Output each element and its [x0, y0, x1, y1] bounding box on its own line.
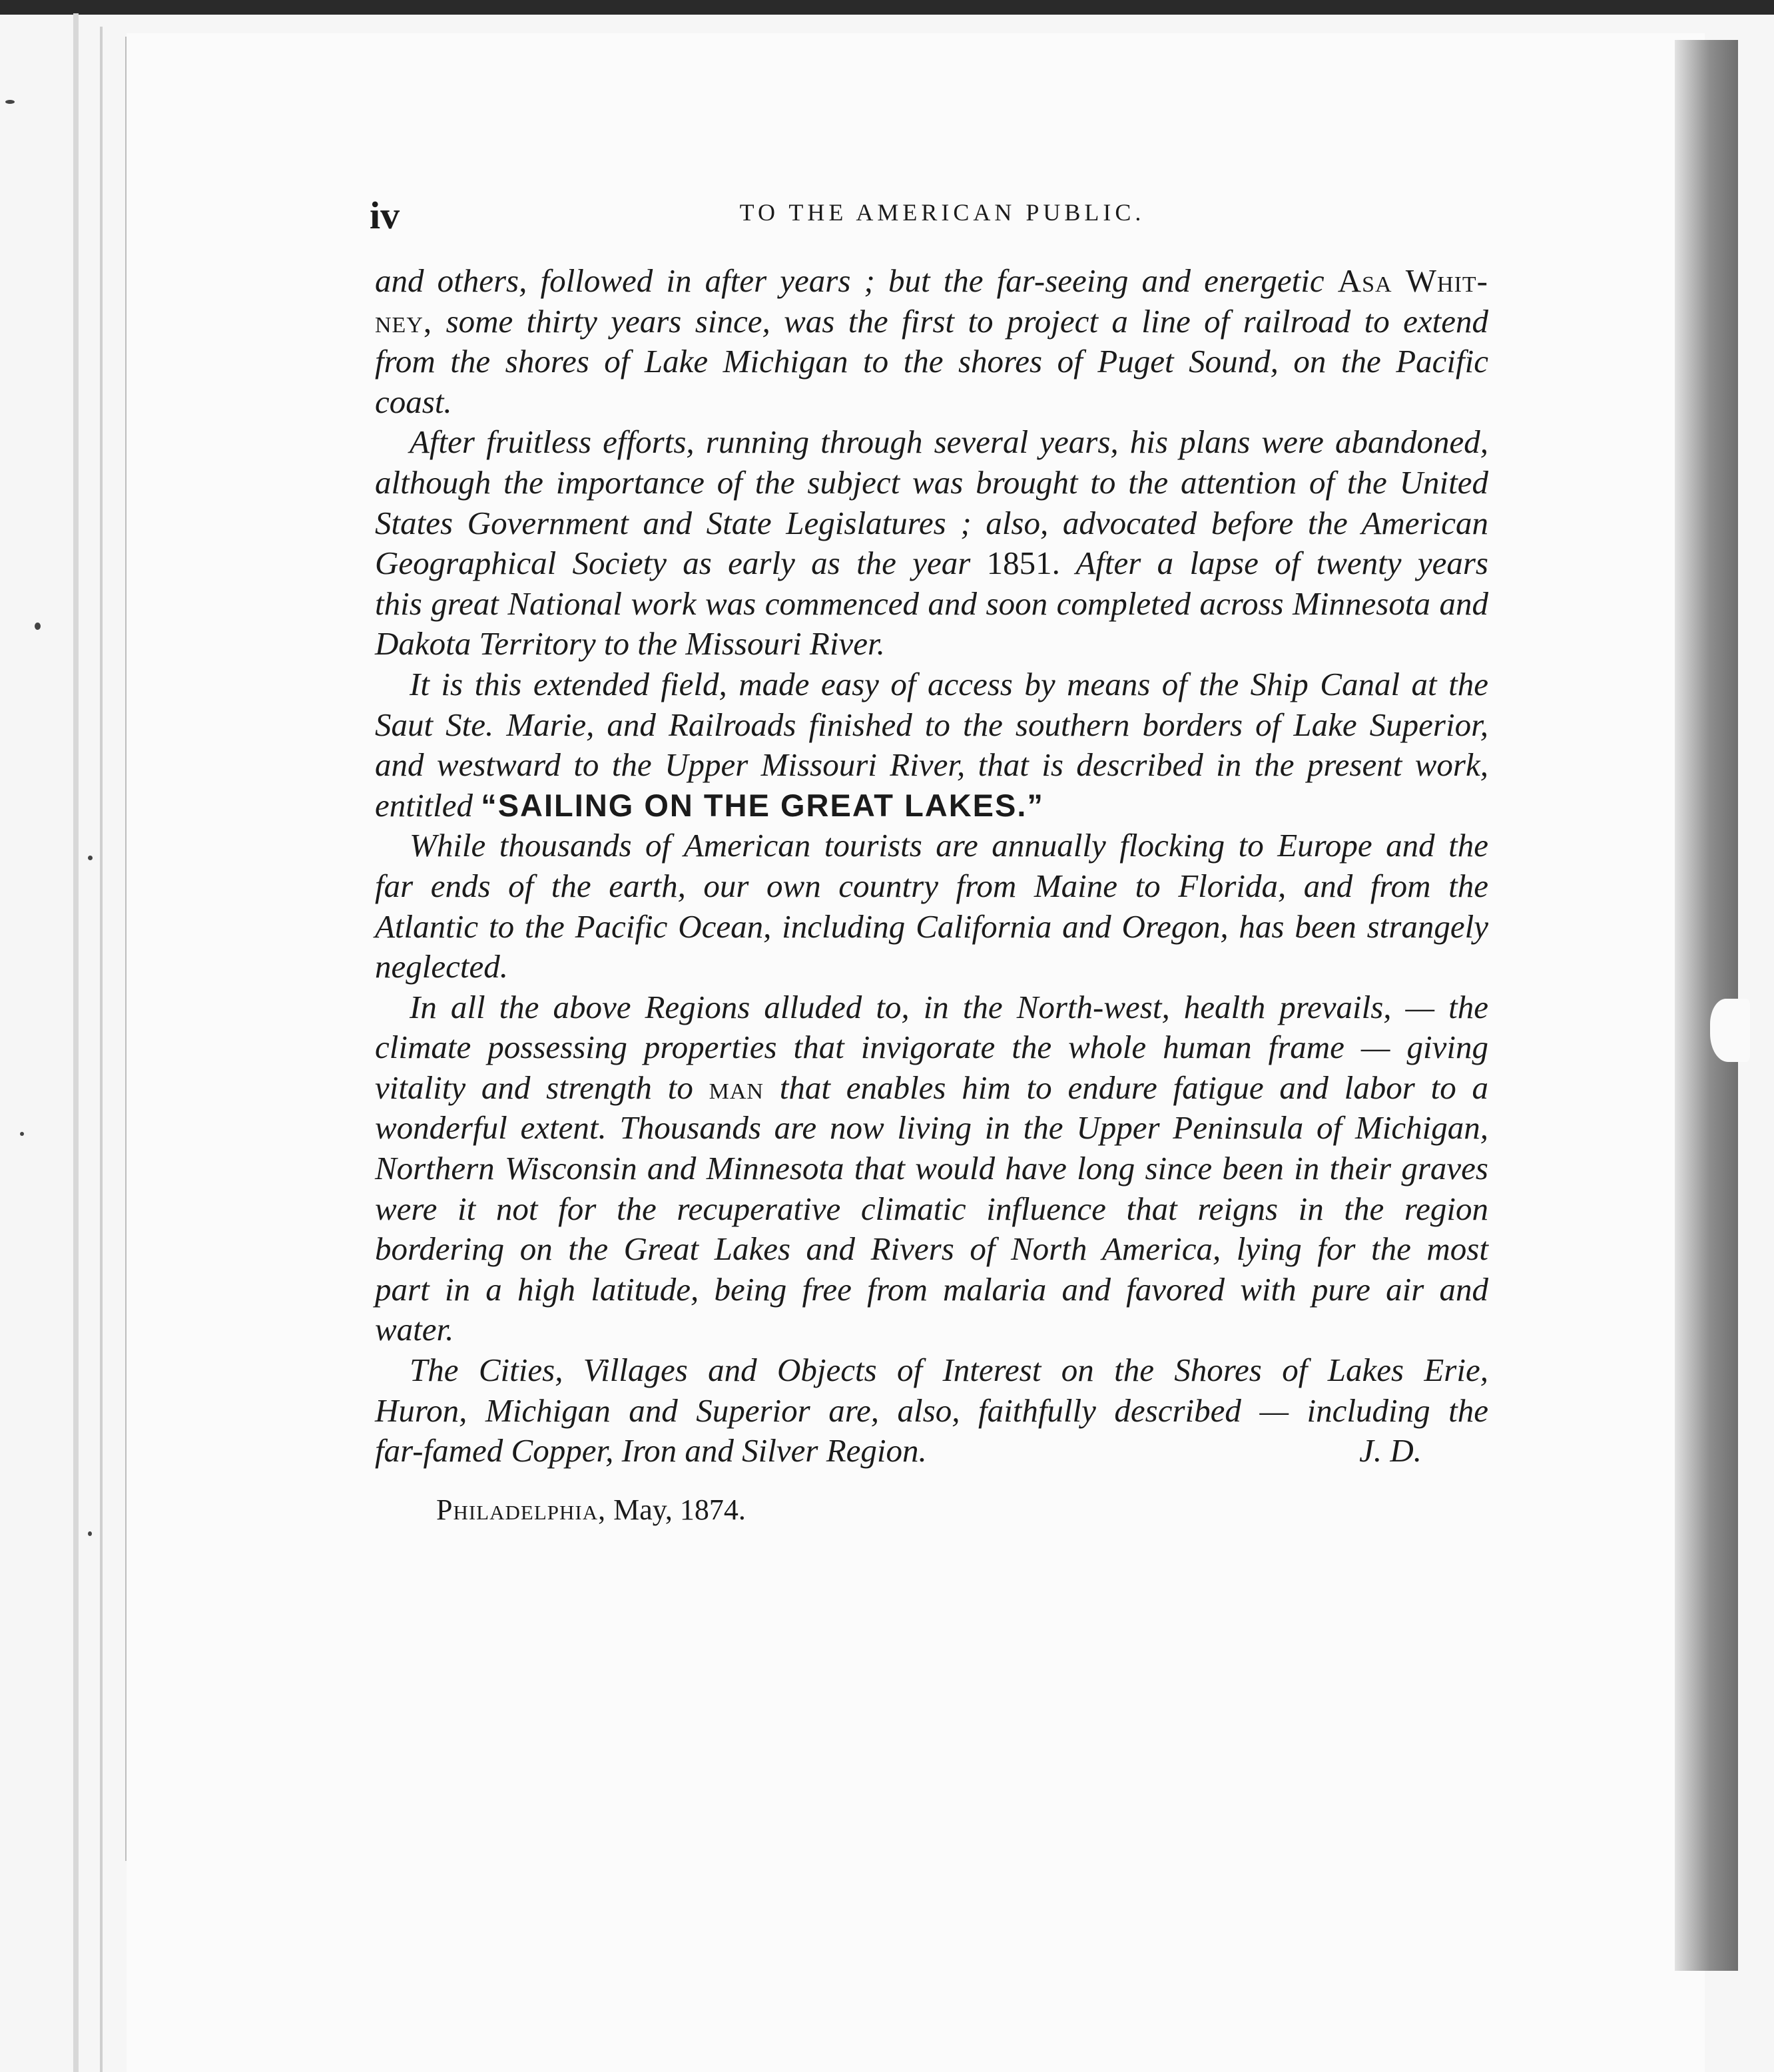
text-line: States Government and State Legislatures ; also, advocated before the American: [375, 504, 1488, 541]
text-line: [375, 1431, 1488, 1471]
dateline-place: Philadelphia,: [436, 1493, 607, 1526]
text-line: Dakota Territory to the Missouri River.: [375, 625, 885, 662]
text-run: and others, followed in after years ; but the far-seeing and energetic: [375, 262, 1325, 299]
author-initials: J. D.: [1359, 1432, 1422, 1469]
text-run: that enables him to endure fatigue and labor to a: [779, 1069, 1489, 1106]
dateline-date: May, 1874.: [613, 1493, 746, 1526]
text-line: neglected.: [375, 948, 508, 985]
text-line: climate possessing properties that invigorate the whole human frame — giving: [375, 1029, 1488, 1066]
emphasis-smallcaps: man: [709, 1069, 764, 1106]
text-run: far-famed Copper, Iron and Silver Region.: [375, 1432, 927, 1469]
text-line: coast.: [375, 383, 452, 420]
text-line: wonderful extent. Thousands are now living in the Upper Peninsula of Michigan,: [375, 1109, 1488, 1147]
text-line: While thousands of American tourists are annually flocking to Europe and the: [410, 827, 1488, 864]
text-line: In all the above Regions alluded to, in the North-west, health prevails, — the: [410, 988, 1488, 1025]
running-head: [370, 193, 1488, 240]
text-line: [375, 786, 1488, 826]
text-line: It is this extended field, made easy of access by means of the Ship Canal at the: [410, 665, 1488, 702]
text-line: After fruitless efforts, running through several years, his plans were abandoned,: [410, 423, 1488, 461]
text-line: bordering on the Great Lakes and Rivers of North America, lying for the most: [375, 1230, 1488, 1268]
text-line: [375, 261, 1488, 302]
text-line: water.: [375, 1311, 454, 1348]
text-line: far ends of the earth, our own country from Maine to Florida, and from the: [375, 867, 1488, 904]
text-line: and westward to the Upper Missouri River, that is described in the present work,: [375, 746, 1488, 784]
text-line: this great National work was commenced and soon completed across Minnesota and: [375, 585, 1488, 622]
scan-left-edge: [73, 13, 79, 2072]
text-line: from the shores of Lake Michigan to the shores of Puget Sound, on the Pacific: [375, 343, 1488, 380]
text-run: some thirty years since, was the first to project a line of railroad to extend: [445, 302, 1489, 340]
proper-name-smallcaps: ney,: [375, 302, 433, 340]
page-edge-tear: [1710, 999, 1750, 1062]
text-line: [375, 302, 1488, 342]
year-numeral: 1851.: [986, 545, 1060, 582]
text-line: [375, 1068, 1488, 1109]
preface-body: [375, 261, 1488, 1471]
text-line: The Cities, Villages and Objects of Interest on the Shores of Lakes Erie,: [410, 1352, 1488, 1389]
proper-name-smallcaps: Asa Whit-: [1337, 262, 1488, 299]
text-run: entitled: [375, 786, 473, 824]
text-run: After a lapse of twenty years: [1075, 545, 1488, 582]
text-line: [375, 543, 1488, 584]
text-run: Geographical Society as early as the year: [375, 545, 971, 582]
text-line: Northern Wisconsin and Minnesota that would have long since been in their graves: [375, 1150, 1488, 1187]
text-line: part in a high latitude, being free from malaria and favored with pure air and: [375, 1270, 1488, 1308]
text-run: vitality and strength to: [375, 1069, 693, 1106]
page-number: iv: [370, 194, 400, 237]
text-line: Saut Ste. Marie, and Railroads finished to the southern borders of Lake Superior,: [375, 706, 1488, 743]
text-line: although the importance of the subject was brought to the attention of the United: [375, 463, 1488, 501]
running-title: TO THE AMERICAN PUBLIC.: [739, 199, 1145, 226]
text-line: Huron, Michigan and Superior are, also, faithfully described — including the: [375, 1392, 1488, 1429]
book-title: “SAILING ON THE GREAT LAKES.”: [481, 787, 1044, 823]
text-line: were it not for the recuperative climatic influence that reigns in the region: [375, 1190, 1488, 1227]
dateline: [436, 1493, 746, 1527]
text-line: Atlantic to the Pacific Ocean, including California and Oregon, has been strangely: [375, 907, 1488, 945]
scan-top-border: [0, 0, 1774, 15]
scan-left-edge-inner: [100, 27, 103, 2072]
